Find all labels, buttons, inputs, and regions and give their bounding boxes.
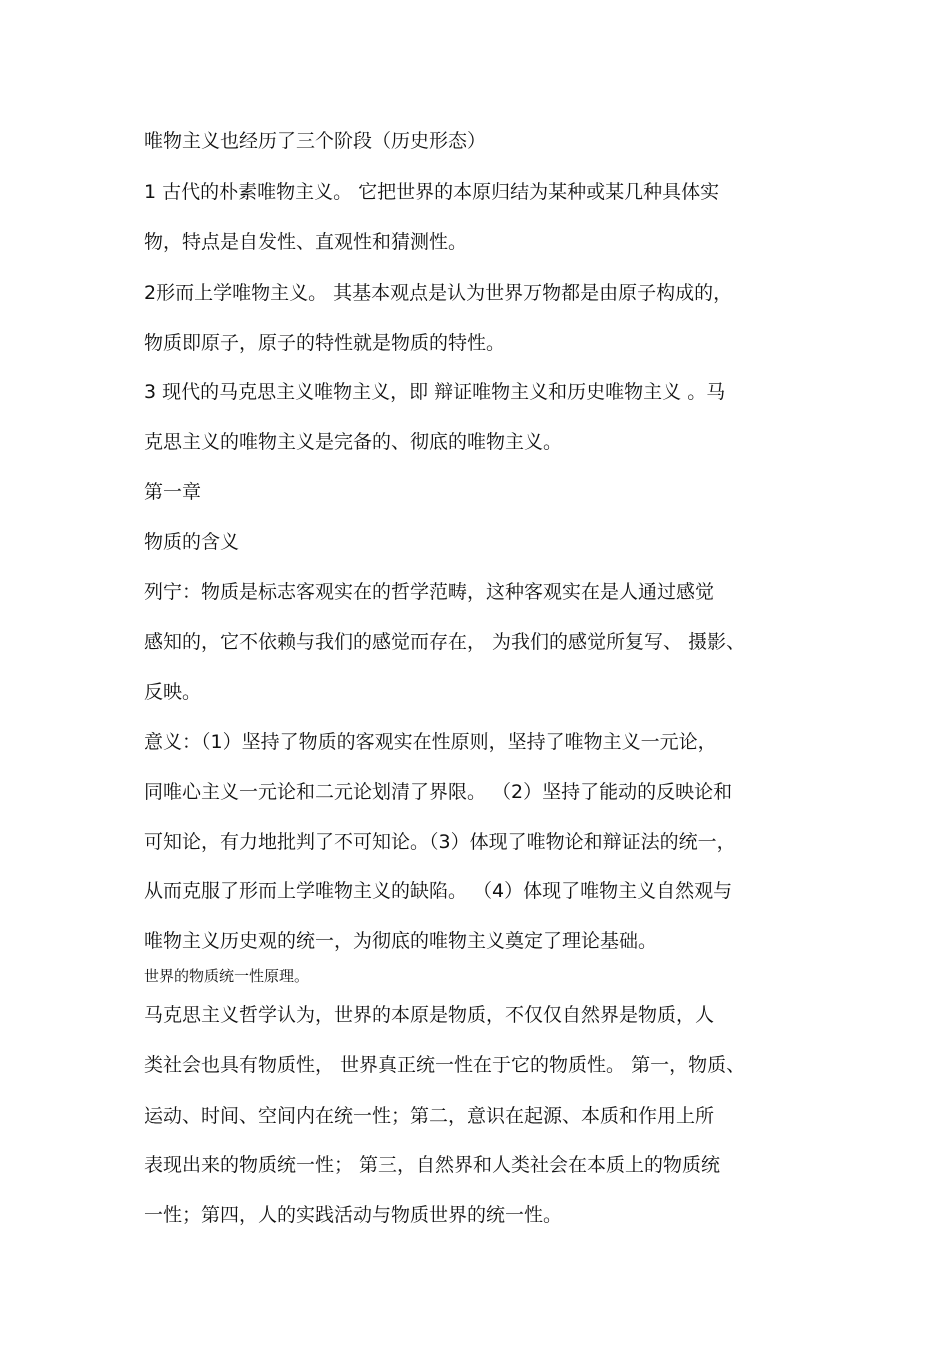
paragraph-line: 表现出来的物质统一性； 第三，自然界和人类社会在本质上的物质统 [144, 1154, 721, 1176]
section-heading-unity: 世界的物质统一性原理。 [144, 967, 310, 985]
paragraph-line: 列宁：物质是标志客观实在的哲学范畴，这种客观实在是人通过感觉 [144, 581, 715, 603]
paragraph-line: 3 现代的马克思主义唯物主义，即 辩证唯物主义和历史唯物主义 。马 [144, 381, 726, 403]
paragraph-line: 同唯心主义一元论和二元论划清了界限。 （2）坚持了能动的反映论和 [144, 781, 733, 803]
paragraph-line: 意义：（1）坚持了物质的客观实在性原则，坚持了唯物主义一元论， [144, 731, 717, 753]
section-heading-matter: 物质的含义 [144, 531, 240, 553]
paragraph-line: 克思主义的唯物主义是完备的、彻底的唯物主义。 [144, 431, 563, 453]
paragraph-line: 感知的，它不依赖与我们的感觉而存在， 为我们的感觉所复写、 摄影、 [144, 631, 746, 653]
paragraph-line: 物，特点是自发性、直观性和猜测性。 [144, 231, 468, 253]
paragraph-line: 物质即原子，原子的特性就是物质的特性。 [144, 332, 506, 354]
paragraph-line: 可知论，有力地批判了不可知论。（3）体现了唯物论和辩证法的统一， [144, 831, 736, 853]
paragraph-line: 类社会也具有物质性， 世界真正统一性在于它的物质性。 第一，物质、 [144, 1054, 746, 1076]
paragraph-line: 2形而上学唯物主义。 其基本观点是认为世界万物都是由原子构成的， [144, 282, 733, 304]
chapter-heading: 第一章 [144, 481, 202, 503]
paragraph-line: 1 古代的朴素唯物主义。 它把世界的本原归结为某种或某几种具体实 [144, 181, 720, 203]
heading-materialism-stages: 唯物主义也经历了三个阶段（历史形态） [144, 130, 487, 152]
paragraph-line: 反映。 [144, 681, 202, 703]
paragraph-line: 从而克服了形而上学唯物主义的缺陷。 （4）体现了唯物主义自然观与 [144, 880, 733, 902]
paragraph-line: 唯物主义历史观的统一，为彻底的唯物主义奠定了理论基础。 [144, 930, 658, 952]
paragraph-line: 运动、时间、空间内在统一性；第二，意识在起源、本质和作用上所 [144, 1105, 715, 1127]
paragraph-line: 马克思主义哲学认为，世界的本原是物质，不仅仅自然界是物质，人 [144, 1004, 715, 1026]
paragraph-line: 一性；第四，人的实践活动与物质世界的统一性。 [144, 1204, 563, 1226]
